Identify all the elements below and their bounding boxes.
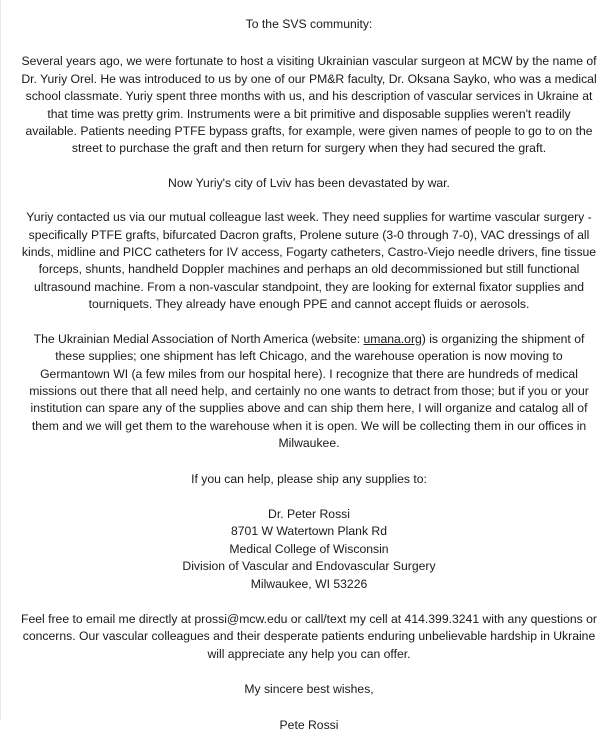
paragraph-supplies-needed: Yuriy contacted us via our mutual colleague last week. They need supplies for wartime vascular surgery - specifically PTFE grafts, bifurcated Dacron grafts, Prolene suture (3-0 through 7-0), VAC dressings of all kinds, midline and PICC catheters for IV access, Fogarty catheters, Castro-Viejo needle drivers, fine tissue forceps, shunts, handheld Doppler machines and perhaps an old decommissioned but still functional ultrasound machine. From a non-vascular standpoint, they are looking for external fixator supplies and tourniquets. They already have enough PPE and cannot accept fluids or aerosols. <box>21 210 597 312</box>
address-city: Milwaukee, WI 53226 <box>250 576 368 591</box>
salutation: To the SVS community: <box>245 17 373 31</box>
paragraph-umana-text-end: ) is organizing the shipment of these supplies; one shipment has left Chicago, and the warehouse operation is now moving to Germantown WI (a few miles from our hospital here). I recognize that there are hundreds of medical missions out there that all need help, and certainly no one wants to detract from those; but if you or your institution can spare any of the supplies above and can ship them here, I will organize and catalog all of them and we will get them to the warehouse when it is open. We will be collecting them in our offices in Milwaukee. <box>29 331 589 451</box>
address-name: Dr. Peter Rossi <box>268 506 350 521</box>
paragraph-umana <box>21 331 597 453</box>
letter-body <box>21 16 597 734</box>
umana-website-link[interactable]: umana.org <box>363 331 422 346</box>
address-street: 8701 W Watertown Plank Rd <box>230 524 388 539</box>
paragraph-umana-text-start: The Ukrainian Medial Association of North America (website: <box>33 331 364 346</box>
paragraph-contact: Feel free to email me directly at prossi@mcw.edu or call/text my cell at 414.399.3241 with any questions or concerns. Our vascular colleagues and their desperate patients enduring unbelievable hardship in Ukraine will appreciate any help you can offer. <box>21 611 597 661</box>
paragraph-ship-instructions: If you can help, please ship any supplies to: <box>191 471 427 486</box>
paragraph-visiting-surgeon: Several years ago, we were fortunate to host a visiting Ukrainian vascular surgeon at MCW by the name of Dr. Yuriy Orel. He was introduced to us by one of our PM&R faculty, Dr. Oksana Sayko, who was a medical school classmate. Yuriy spent three months with us, and his description of vascular services in Ukraine at that time was pretty grim. Instruments were a bit primitive and disposable supplies weren't readily available. Patients needing PTFE bypass grafts, for example, were given names of people to go to on the street to purchase the graft and then return for surgery when they had secured the graft. <box>21 54 597 156</box>
address-institution: Medical College of Wisconsin <box>229 541 389 556</box>
address-division: Division of Vascular and Endovascular Surgery <box>182 559 436 574</box>
signature: Pete Rossi <box>279 717 339 732</box>
paragraph-lviv: Now Yuriy's city of Lviv has been devastated by war. <box>168 175 450 190</box>
shipping-address <box>21 506 597 593</box>
closing: My sincere best wishes, <box>244 682 374 697</box>
